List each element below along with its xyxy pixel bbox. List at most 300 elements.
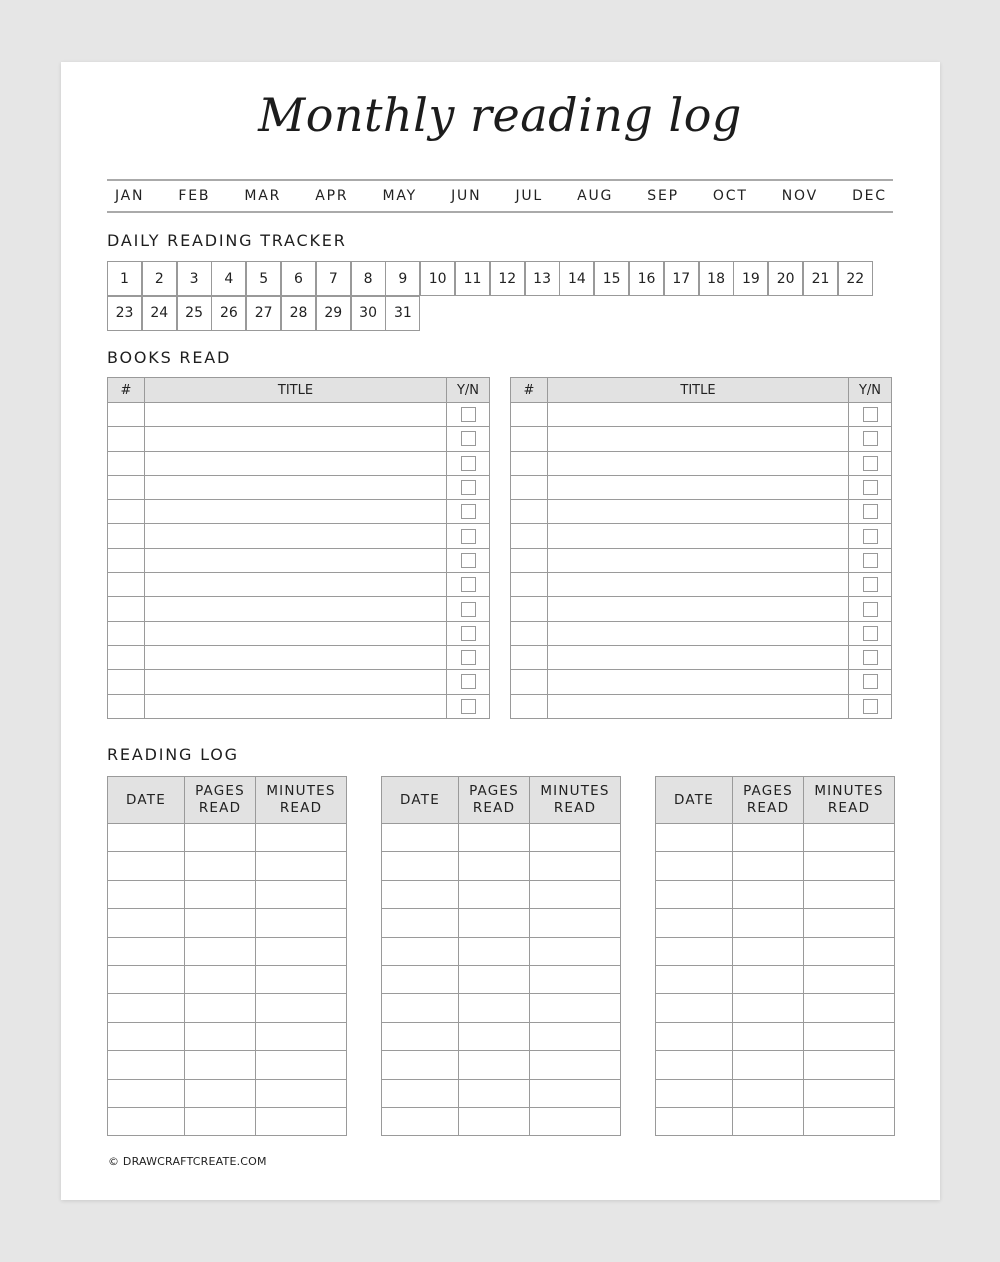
- log-minutes-cell[interactable]: [804, 937, 895, 965]
- month-feb[interactable]: FEB: [178, 188, 211, 204]
- books-read-table-left: [107, 377, 490, 719]
- finished-checkbox[interactable]: [461, 480, 476, 495]
- tracker-day-cell[interactable]: 11: [455, 261, 490, 296]
- book-row: [108, 645, 490, 669]
- book-row: [511, 451, 892, 475]
- book-title-cell[interactable]: [548, 645, 849, 669]
- log-date-cell[interactable]: [656, 1022, 733, 1050]
- book-number-cell[interactable]: [108, 597, 145, 621]
- log-date-cell[interactable]: [108, 965, 185, 993]
- log-row: [656, 852, 895, 880]
- finished-checkbox[interactable]: [863, 577, 878, 592]
- tracker-day-cell[interactable]: 6: [281, 261, 316, 296]
- book-number-cell[interactable]: [108, 548, 145, 572]
- tracker-day-cell[interactable]: 27: [246, 296, 281, 331]
- log-date-cell[interactable]: [382, 994, 459, 1022]
- log-minutes-cell[interactable]: [804, 852, 895, 880]
- book-number-cell[interactable]: [108, 427, 145, 451]
- log-minutes-cell[interactable]: [530, 965, 621, 993]
- log-row: [108, 994, 347, 1022]
- book-number-cell[interactable]: [511, 500, 548, 524]
- book-row: [108, 548, 490, 572]
- log-date-cell[interactable]: [656, 965, 733, 993]
- log-pages-cell[interactable]: [459, 824, 530, 852]
- books-read-heading: BOOKS READ: [107, 348, 232, 367]
- log-date-cell[interactable]: [656, 880, 733, 908]
- book-title-cell[interactable]: [548, 694, 849, 718]
- log-date-cell[interactable]: [382, 1079, 459, 1107]
- log-date-cell[interactable]: [656, 852, 733, 880]
- book-yn-cell: [849, 621, 892, 645]
- tracker-day-cell[interactable]: 3: [177, 261, 212, 296]
- log-pages-cell[interactable]: [185, 880, 256, 908]
- log-date-cell[interactable]: [108, 909, 185, 937]
- book-title-cell[interactable]: [548, 670, 849, 694]
- book-yn-cell: [849, 573, 892, 597]
- pages-label: PAGES: [743, 783, 793, 799]
- book-number-cell[interactable]: [511, 403, 548, 427]
- book-number-cell[interactable]: [511, 475, 548, 499]
- log-date-cell[interactable]: [382, 880, 459, 908]
- log-pages-cell[interactable]: [733, 1107, 804, 1135]
- finished-checkbox[interactable]: [461, 431, 476, 446]
- col-title-header: TITLE: [145, 378, 447, 403]
- book-row: [108, 403, 490, 427]
- log-pages-cell[interactable]: [185, 937, 256, 965]
- tracker-day-cell[interactable]: 21: [803, 261, 838, 296]
- finished-checkbox[interactable]: [461, 650, 476, 665]
- log-date-cell[interactable]: [382, 1051, 459, 1079]
- log-pages-cell[interactable]: [733, 1022, 804, 1050]
- tracker-day-cell[interactable]: 2: [142, 261, 177, 296]
- tracker-day-cell[interactable]: 4: [211, 261, 246, 296]
- finished-checkbox[interactable]: [461, 577, 476, 592]
- col-yn-header: Y/N: [447, 378, 490, 403]
- log-minutes-cell[interactable]: [256, 880, 347, 908]
- copyright-footer: © DRAWCRAFTCREATE.COM: [108, 1155, 267, 1168]
- finished-checkbox[interactable]: [863, 699, 878, 714]
- book-title-cell[interactable]: [548, 548, 849, 572]
- book-yn-cell: [447, 548, 490, 572]
- log-minutes-cell[interactable]: [530, 1107, 621, 1135]
- tracker-day-cell[interactable]: 18: [699, 261, 734, 296]
- read-label: READ: [827, 800, 871, 816]
- log-minutes-cell[interactable]: [804, 965, 895, 993]
- tracker-day-cell[interactable]: 15: [594, 261, 629, 296]
- log-minutes-cell[interactable]: [256, 1107, 347, 1135]
- finished-checkbox[interactable]: [461, 674, 476, 689]
- log-minutes-cell[interactable]: [804, 824, 895, 852]
- book-yn-cell: [849, 475, 892, 499]
- book-yn-cell: [849, 451, 892, 475]
- col-pages-read-header: [733, 777, 804, 824]
- book-yn-cell: [447, 670, 490, 694]
- log-minutes-cell[interactable]: [530, 824, 621, 852]
- book-number-cell[interactable]: [511, 694, 548, 718]
- book-number-cell[interactable]: [511, 573, 548, 597]
- log-date-cell[interactable]: [108, 1051, 185, 1079]
- month-apr[interactable]: APR: [315, 188, 349, 204]
- log-date-cell[interactable]: [656, 1107, 733, 1135]
- tracker-day-cell[interactable]: 14: [559, 261, 594, 296]
- log-date-cell[interactable]: [656, 1079, 733, 1107]
- book-yn-cell: [447, 403, 490, 427]
- log-pages-cell[interactable]: [185, 852, 256, 880]
- log-minutes-cell[interactable]: [530, 937, 621, 965]
- read-label: READ: [198, 800, 242, 816]
- read-label: READ: [553, 800, 597, 816]
- log-date-cell[interactable]: [656, 1051, 733, 1079]
- book-number-cell[interactable]: [511, 645, 548, 669]
- book-row: [108, 475, 490, 499]
- log-date-cell[interactable]: [656, 909, 733, 937]
- log-pages-cell[interactable]: [185, 824, 256, 852]
- reading-log-heading: READING LOG: [107, 745, 239, 764]
- reading-log-table-2: [381, 776, 621, 1136]
- finished-checkbox[interactable]: [863, 480, 878, 495]
- log-minutes-cell[interactable]: [530, 880, 621, 908]
- book-title-cell[interactable]: [145, 694, 447, 718]
- log-minutes-cell[interactable]: [256, 824, 347, 852]
- book-row: [108, 670, 490, 694]
- log-row: [382, 965, 621, 993]
- log-minutes-cell[interactable]: [530, 852, 621, 880]
- month-oct[interactable]: OCT: [712, 188, 748, 204]
- tracker-day-cell[interactable]: 19: [733, 261, 768, 296]
- tracker-day-cell[interactable]: 7: [316, 261, 351, 296]
- log-minutes-cell[interactable]: [256, 1079, 347, 1107]
- log-minutes-cell[interactable]: [804, 880, 895, 908]
- tracker-day-cell[interactable]: 23: [107, 296, 142, 331]
- log-minutes-cell[interactable]: [804, 1022, 895, 1050]
- finished-checkbox[interactable]: [461, 504, 476, 519]
- log-row: [108, 880, 347, 908]
- log-pages-cell[interactable]: [459, 852, 530, 880]
- month-mar[interactable]: MAR: [244, 188, 282, 204]
- finished-checkbox[interactable]: [863, 602, 878, 617]
- month-jul[interactable]: JUL: [515, 188, 544, 204]
- col-date-header: DATE: [108, 777, 185, 824]
- log-date-cell[interactable]: [656, 937, 733, 965]
- book-title-cell[interactable]: [548, 597, 849, 621]
- tracker-day-cell[interactable]: 9: [385, 261, 420, 296]
- log-date-cell[interactable]: [108, 880, 185, 908]
- log-date-cell[interactable]: [108, 994, 185, 1022]
- book-row: [108, 694, 490, 718]
- book-title-cell[interactable]: [145, 403, 447, 427]
- log-minutes-cell[interactable]: [804, 909, 895, 937]
- book-title-cell[interactable]: [548, 475, 849, 499]
- book-number-cell[interactable]: [511, 427, 548, 451]
- book-title-cell[interactable]: [145, 670, 447, 694]
- log-minutes-cell[interactable]: [256, 1051, 347, 1079]
- tracker-day-cell[interactable]: 12: [490, 261, 525, 296]
- log-pages-cell[interactable]: [733, 994, 804, 1022]
- col-pages-read-header: [185, 777, 256, 824]
- book-row: [511, 645, 892, 669]
- book-number-cell[interactable]: [108, 694, 145, 718]
- finished-checkbox[interactable]: [863, 431, 878, 446]
- col-number-header: #: [511, 378, 548, 403]
- log-pages-cell[interactable]: [733, 880, 804, 908]
- log-pages-cell[interactable]: [733, 1051, 804, 1079]
- book-number-cell[interactable]: [108, 403, 145, 427]
- log-date-cell[interactable]: [656, 824, 733, 852]
- tracker-day-cell[interactable]: 10: [420, 261, 455, 296]
- book-title-cell[interactable]: [548, 403, 849, 427]
- pages-label: PAGES: [469, 783, 519, 799]
- log-date-cell[interactable]: [382, 1022, 459, 1050]
- log-minutes-cell[interactable]: [804, 1051, 895, 1079]
- book-row: [511, 621, 892, 645]
- book-title-cell[interactable]: [548, 621, 849, 645]
- log-minutes-cell[interactable]: [256, 937, 347, 965]
- finished-checkbox[interactable]: [863, 650, 878, 665]
- finished-checkbox[interactable]: [461, 626, 476, 641]
- book-yn-cell: [447, 694, 490, 718]
- log-date-cell[interactable]: [382, 852, 459, 880]
- log-row: [382, 824, 621, 852]
- log-row: [382, 1022, 621, 1050]
- log-pages-cell[interactable]: [733, 909, 804, 937]
- finished-checkbox[interactable]: [461, 699, 476, 714]
- month-aug[interactable]: AUG: [577, 188, 614, 204]
- month-may[interactable]: MAY: [382, 188, 418, 204]
- tracker-day-cell[interactable]: 24: [142, 296, 177, 331]
- log-date-cell[interactable]: [108, 1079, 185, 1107]
- log-minutes-cell[interactable]: [256, 909, 347, 937]
- tracker-day-cell[interactable]: 29: [316, 296, 351, 331]
- book-yn-cell: [447, 475, 490, 499]
- finished-checkbox[interactable]: [863, 456, 878, 471]
- finished-checkbox[interactable]: [863, 407, 878, 422]
- tracker-day-cell[interactable]: 1: [107, 261, 142, 296]
- book-row: [108, 621, 490, 645]
- log-row: [108, 1051, 347, 1079]
- month-sep[interactable]: SEP: [647, 188, 679, 204]
- tracker-day-cell[interactable]: 25: [177, 296, 212, 331]
- book-row: [108, 597, 490, 621]
- book-title-cell[interactable]: [548, 524, 849, 548]
- book-yn-cell: [447, 427, 490, 451]
- book-number-cell[interactable]: [511, 524, 548, 548]
- finished-checkbox[interactable]: [863, 553, 878, 568]
- tracker-day-cell[interactable]: 16: [629, 261, 664, 296]
- book-title-cell[interactable]: [548, 451, 849, 475]
- log-date-cell[interactable]: [108, 852, 185, 880]
- finished-checkbox[interactable]: [461, 529, 476, 544]
- log-pages-cell[interactable]: [459, 994, 530, 1022]
- book-number-cell[interactable]: [511, 670, 548, 694]
- book-row: [511, 403, 892, 427]
- book-row: [511, 427, 892, 451]
- book-row: [511, 597, 892, 621]
- book-number-cell[interactable]: [108, 451, 145, 475]
- log-date-cell[interactable]: [382, 965, 459, 993]
- log-date-cell[interactable]: [382, 909, 459, 937]
- tracker-day-cell[interactable]: 22: [838, 261, 873, 296]
- log-minutes-cell[interactable]: [804, 1079, 895, 1107]
- page-title: Monthly reading log: [258, 88, 742, 142]
- log-row: [108, 909, 347, 937]
- finished-checkbox[interactable]: [863, 529, 878, 544]
- log-pages-cell[interactable]: [459, 1022, 530, 1050]
- log-minutes-cell[interactable]: [256, 1022, 347, 1050]
- log-pages-cell[interactable]: [459, 1079, 530, 1107]
- book-row: [108, 451, 490, 475]
- book-row: [511, 500, 892, 524]
- finished-checkbox[interactable]: [461, 553, 476, 568]
- log-pages-cell[interactable]: [459, 937, 530, 965]
- log-date-cell[interactable]: [108, 1022, 185, 1050]
- book-title-cell[interactable]: [145, 621, 447, 645]
- tracker-day-cell[interactable]: 20: [768, 261, 803, 296]
- log-minutes-cell[interactable]: [804, 1107, 895, 1135]
- book-title-cell[interactable]: [145, 597, 447, 621]
- log-minutes-cell[interactable]: [256, 994, 347, 1022]
- book-number-cell[interactable]: [511, 451, 548, 475]
- month-selector: [107, 179, 893, 213]
- log-row: [108, 1107, 347, 1135]
- finished-checkbox[interactable]: [461, 407, 476, 422]
- log-date-cell[interactable]: [382, 937, 459, 965]
- log-minutes-cell[interactable]: [530, 994, 621, 1022]
- log-minutes-cell[interactable]: [256, 965, 347, 993]
- log-minutes-cell[interactable]: [256, 852, 347, 880]
- book-number-cell[interactable]: [108, 500, 145, 524]
- log-row: [656, 1051, 895, 1079]
- log-pages-cell[interactable]: [185, 1079, 256, 1107]
- tracker-day-cell[interactable]: 17: [664, 261, 699, 296]
- col-minutes-read-header: [256, 777, 347, 824]
- tracker-day-cell[interactable]: 8: [351, 261, 386, 296]
- log-minutes-cell[interactable]: [530, 1051, 621, 1079]
- log-pages-cell[interactable]: [733, 937, 804, 965]
- finished-checkbox[interactable]: [863, 626, 878, 641]
- tracker-day-cell[interactable]: 30: [351, 296, 386, 331]
- log-pages-cell[interactable]: [459, 1051, 530, 1079]
- book-row: [108, 524, 490, 548]
- book-number-cell[interactable]: [108, 670, 145, 694]
- daily-tracker-heading: DAILY READING TRACKER: [107, 231, 347, 250]
- log-row: [108, 824, 347, 852]
- log-pages-cell[interactable]: [733, 965, 804, 993]
- log-pages-cell[interactable]: [459, 880, 530, 908]
- book-yn-cell: [849, 597, 892, 621]
- log-row: [382, 852, 621, 880]
- log-date-cell[interactable]: [108, 1107, 185, 1135]
- log-minutes-cell[interactable]: [530, 1079, 621, 1107]
- book-title-cell[interactable]: [145, 427, 447, 451]
- log-date-cell[interactable]: [656, 994, 733, 1022]
- book-number-cell[interactable]: [108, 524, 145, 548]
- log-row: [382, 1107, 621, 1135]
- month-dec[interactable]: DEC: [852, 188, 887, 204]
- book-number-cell[interactable]: [511, 597, 548, 621]
- log-pages-cell[interactable]: [459, 909, 530, 937]
- book-title-cell[interactable]: [145, 475, 447, 499]
- log-row: [656, 1022, 895, 1050]
- book-title-cell[interactable]: [145, 524, 447, 548]
- book-yn-cell: [447, 500, 490, 524]
- log-row: [108, 937, 347, 965]
- book-yn-cell: [849, 403, 892, 427]
- log-row: [382, 909, 621, 937]
- book-number-cell[interactable]: [108, 645, 145, 669]
- book-title-cell[interactable]: [145, 500, 447, 524]
- log-row: [382, 937, 621, 965]
- book-row: [108, 427, 490, 451]
- log-pages-cell[interactable]: [733, 1079, 804, 1107]
- month-nov[interactable]: NOV: [781, 188, 818, 204]
- tracker-day-cell[interactable]: 13: [525, 261, 560, 296]
- book-row: [511, 548, 892, 572]
- book-number-cell[interactable]: [108, 573, 145, 597]
- finished-checkbox[interactable]: [863, 504, 878, 519]
- book-title-cell[interactable]: [548, 500, 849, 524]
- tracker-day-cell[interactable]: 26: [211, 296, 246, 331]
- finished-checkbox[interactable]: [461, 602, 476, 617]
- log-pages-cell[interactable]: [185, 909, 256, 937]
- book-title-cell[interactable]: [145, 645, 447, 669]
- col-pages-read-header: [459, 777, 530, 824]
- log-pages-cell[interactable]: [733, 852, 804, 880]
- book-number-cell[interactable]: [108, 621, 145, 645]
- book-title-cell[interactable]: [145, 548, 447, 572]
- book-number-cell[interactable]: [108, 475, 145, 499]
- log-date-cell[interactable]: [382, 824, 459, 852]
- col-title-header: TITLE: [548, 378, 849, 403]
- log-minutes-cell[interactable]: [530, 1022, 621, 1050]
- book-title-cell[interactable]: [145, 451, 447, 475]
- tracker-day-cell[interactable]: 28: [281, 296, 316, 331]
- log-pages-cell[interactable]: [185, 1107, 256, 1135]
- month-jan[interactable]: JAN: [115, 188, 145, 204]
- book-title-cell[interactable]: [548, 573, 849, 597]
- log-pages-cell[interactable]: [459, 965, 530, 993]
- finished-checkbox[interactable]: [863, 674, 878, 689]
- log-date-cell[interactable]: [108, 937, 185, 965]
- book-yn-cell: [447, 597, 490, 621]
- col-number-header: #: [108, 378, 145, 403]
- book-yn-cell: [447, 573, 490, 597]
- log-row: [108, 1022, 347, 1050]
- log-row: [656, 937, 895, 965]
- book-yn-cell: [849, 548, 892, 572]
- book-title-cell[interactable]: [548, 427, 849, 451]
- log-pages-cell[interactable]: [185, 994, 256, 1022]
- log-date-cell[interactable]: [382, 1107, 459, 1135]
- log-pages-cell[interactable]: [459, 1107, 530, 1135]
- log-pages-cell[interactable]: [185, 965, 256, 993]
- book-number-cell[interactable]: [511, 548, 548, 572]
- reading-log-table-1: [107, 776, 347, 1136]
- finished-checkbox[interactable]: [461, 456, 476, 471]
- log-row: [382, 1051, 621, 1079]
- log-pages-cell[interactable]: [185, 1022, 256, 1050]
- log-minutes-cell[interactable]: [530, 909, 621, 937]
- month-jun[interactable]: JUN: [451, 188, 482, 204]
- log-date-cell[interactable]: [108, 824, 185, 852]
- log-pages-cell[interactable]: [733, 824, 804, 852]
- log-pages-cell[interactable]: [185, 1051, 256, 1079]
- book-title-cell[interactable]: [145, 573, 447, 597]
- log-minutes-cell[interactable]: [804, 994, 895, 1022]
- tracker-day-cell[interactable]: 31: [385, 296, 420, 331]
- tracker-day-cell[interactable]: 5: [246, 261, 281, 296]
- book-number-cell[interactable]: [511, 621, 548, 645]
- log-row: [108, 852, 347, 880]
